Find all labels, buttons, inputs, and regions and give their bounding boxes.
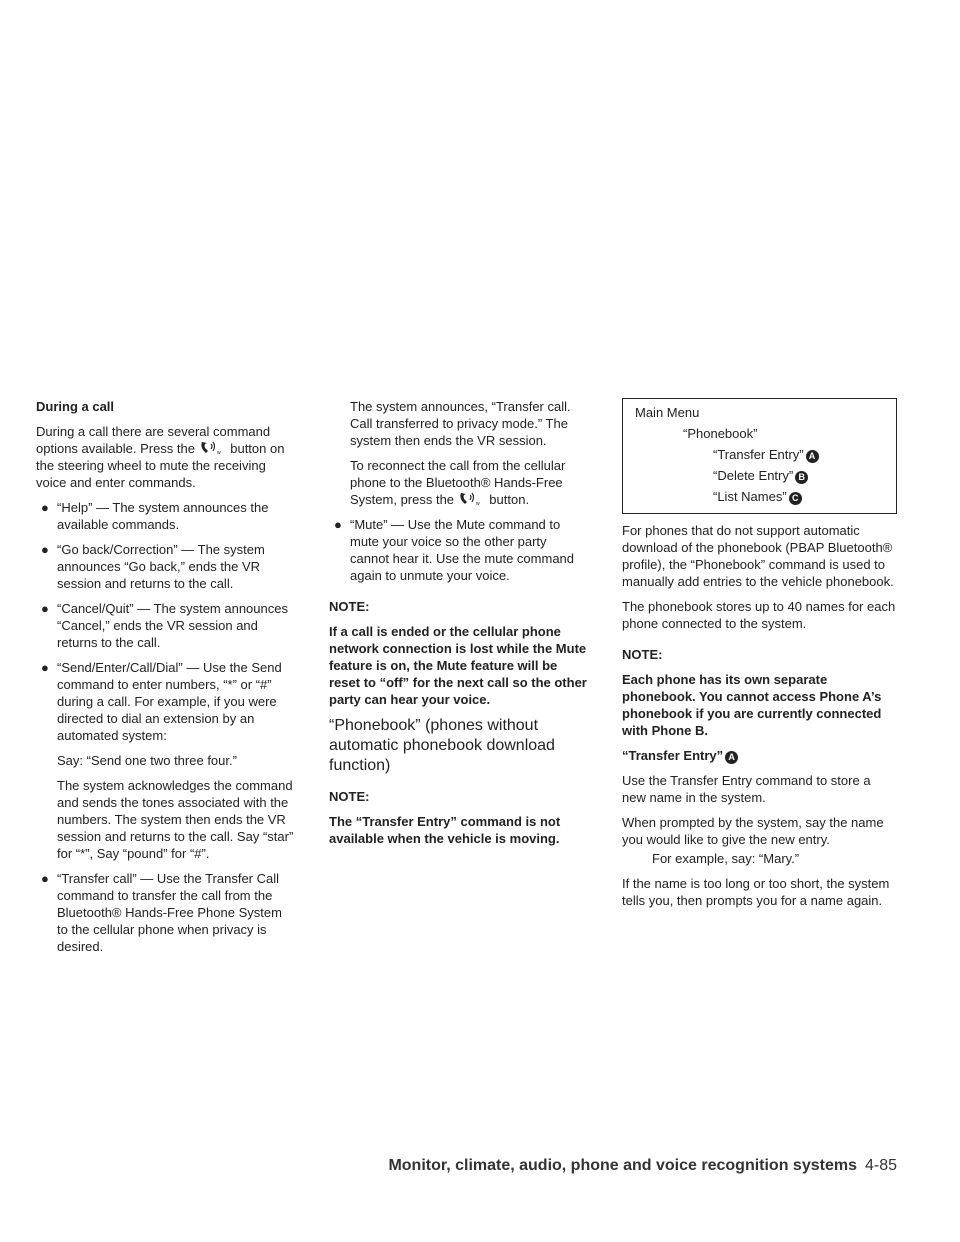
- section-heading-during-call: During a call: [36, 399, 115, 414]
- transfer-entry-heading: [622, 747, 897, 764]
- bullet-dot: ●: [41, 660, 49, 675]
- bullet-text: “Mute” — Use the Mute command to mute your voice so the other party cannot hear it. Use the mute command again to unmute your voice.: [350, 517, 575, 583]
- menu-tree-box: [622, 398, 897, 514]
- footer-section-title: Monitor, climate, audio, phone and voice recognition systems: [388, 1157, 857, 1174]
- bullet-dot: ●: [41, 871, 49, 886]
- bullet-text: “Cancel/Quit” — The system announces “Cancel,” ends the VR session and returns to the call.: [57, 601, 288, 650]
- announce-paragraph: The system announces, “Transfer call. Call transferred to privacy mode.” The system then ends the VR session.: [350, 399, 571, 448]
- menu-item-delete-entry: [635, 467, 886, 484]
- menu-phonebook: “Phonebook”: [683, 426, 758, 441]
- intro-text-before-icon: During a call there are several command options available. Press the: [36, 424, 271, 456]
- menu-item-label: “Delete Entry”: [713, 468, 794, 483]
- bullet-text: “Go back/Correction” — The system announces “Go back,” ends the VR session and returns to the call.: [57, 542, 265, 591]
- say-example: Say: “Send one two three four.”: [57, 753, 237, 768]
- example-say-mary: For example, say: “Mary.”: [652, 851, 800, 866]
- bullet-mute: [329, 516, 589, 584]
- svg-text:w: w: [216, 450, 221, 455]
- marker-a-icon: A: [725, 751, 738, 764]
- column-1: [36, 398, 296, 963]
- menu-item-label: “Transfer Entry”: [713, 447, 804, 462]
- note-text-transfer-entry: The “Transfer Entry” command is not available when the vehicle is moving.: [329, 814, 561, 846]
- acknowledge-paragraph: The system acknowledges the command and sends the tones associated with the numbers. The system then ends the VR session and returns to the call. Say “star” for “*”, Say “pound” for “#”.: [57, 778, 294, 861]
- intro-paragraph: [36, 423, 296, 491]
- bullet-text: “Transfer call” — Use the Transfer Call command to transfer the call from the Bluetooth® Hands-Free Phone System to the cellular phone when privacy is desired.: [57, 871, 282, 954]
- menu-item-list-names: [635, 488, 886, 505]
- note-label: NOTE:: [622, 647, 663, 662]
- note-text-mute: If a call is ended or the cellular phone network connection is lost while the Mute feature is on, the Mute feature will be reset to “off” for the next call so the other party can hear your voice.: [329, 624, 587, 707]
- bullet-dot: ●: [41, 601, 49, 616]
- page-footer: [388, 1157, 897, 1175]
- column-2: [329, 398, 589, 855]
- transfer-entry-heading-text: “Transfer Entry”: [622, 748, 724, 763]
- bullet-cancel: [36, 600, 296, 651]
- bullet-send: [36, 659, 296, 744]
- bullet-dot: ●: [41, 500, 49, 515]
- intro-text-after-icon: button on the steering wheel to mute the receiving voice and enter commands.: [36, 441, 285, 490]
- column-3: [622, 398, 897, 917]
- paragraph-transfer-prompt: When prompted by the system, say the name you would like to give the new entry.: [622, 815, 884, 847]
- paragraph-transfer-use: Use the Transfer Entry command to store a new name in the system.: [622, 773, 871, 805]
- bullet-dot: ●: [334, 517, 342, 532]
- reconnect-paragraph: [329, 457, 589, 508]
- paragraph-phonebook-manual: For phones that do not support automatic download of the phonebook (PBAP Bluetooth® profile), the “Phonebook” command is used to manually add entries to the vehicle phonebook.: [622, 523, 894, 589]
- menu-item-transfer-entry: [635, 446, 886, 463]
- marker-c-icon: C: [789, 492, 802, 505]
- menu-item-label: “List Names”: [713, 489, 787, 504]
- note-label: NOTE:: [329, 599, 370, 614]
- phone-talk-icon: [458, 492, 486, 506]
- bullet-transfer-call: [36, 870, 296, 955]
- page-number: 4-85: [864, 1157, 897, 1174]
- marker-b-icon: B: [795, 471, 808, 484]
- menu-root: Main Menu: [635, 405, 700, 420]
- bullet-dot: ●: [41, 542, 49, 557]
- reconnect-text-before-icon: To reconnect the call from the cellular phone to the Bluetooth® Hands-Free System, press the: [350, 458, 566, 507]
- marker-a-icon: A: [806, 450, 819, 463]
- bullet-text: “Send/Enter/Call/Dial” — Use the Send command to enter numbers, “*” or “#” during a call. For example, if you were directed to dial an extension by an automated system:: [57, 660, 282, 743]
- paragraph-phonebook-capacity: The phonebook stores up to 40 names for each phone connected to the system.: [622, 599, 896, 631]
- phone-talk-icon: [199, 441, 227, 455]
- bullet-go-back: [36, 541, 296, 592]
- reconnect-text-after-icon: button.: [489, 492, 530, 507]
- svg-text:w: w: [475, 501, 480, 506]
- bullet-text: “Help” — The system announces the available commands.: [57, 500, 269, 532]
- note-text-separate-phonebook: Each phone has its own separate phonebook. You cannot access Phone A’s phonebook if you are currently connected with Phone B.: [622, 672, 882, 738]
- note-label: NOTE:: [329, 789, 370, 804]
- bullet-help: [36, 499, 296, 533]
- section-title-phonebook: “Phonebook” (phones without automatic phonebook download function): [329, 717, 555, 774]
- paragraph-name-length: If the name is too long or too short, the system tells you, then prompts you for a name again.: [622, 876, 890, 908]
